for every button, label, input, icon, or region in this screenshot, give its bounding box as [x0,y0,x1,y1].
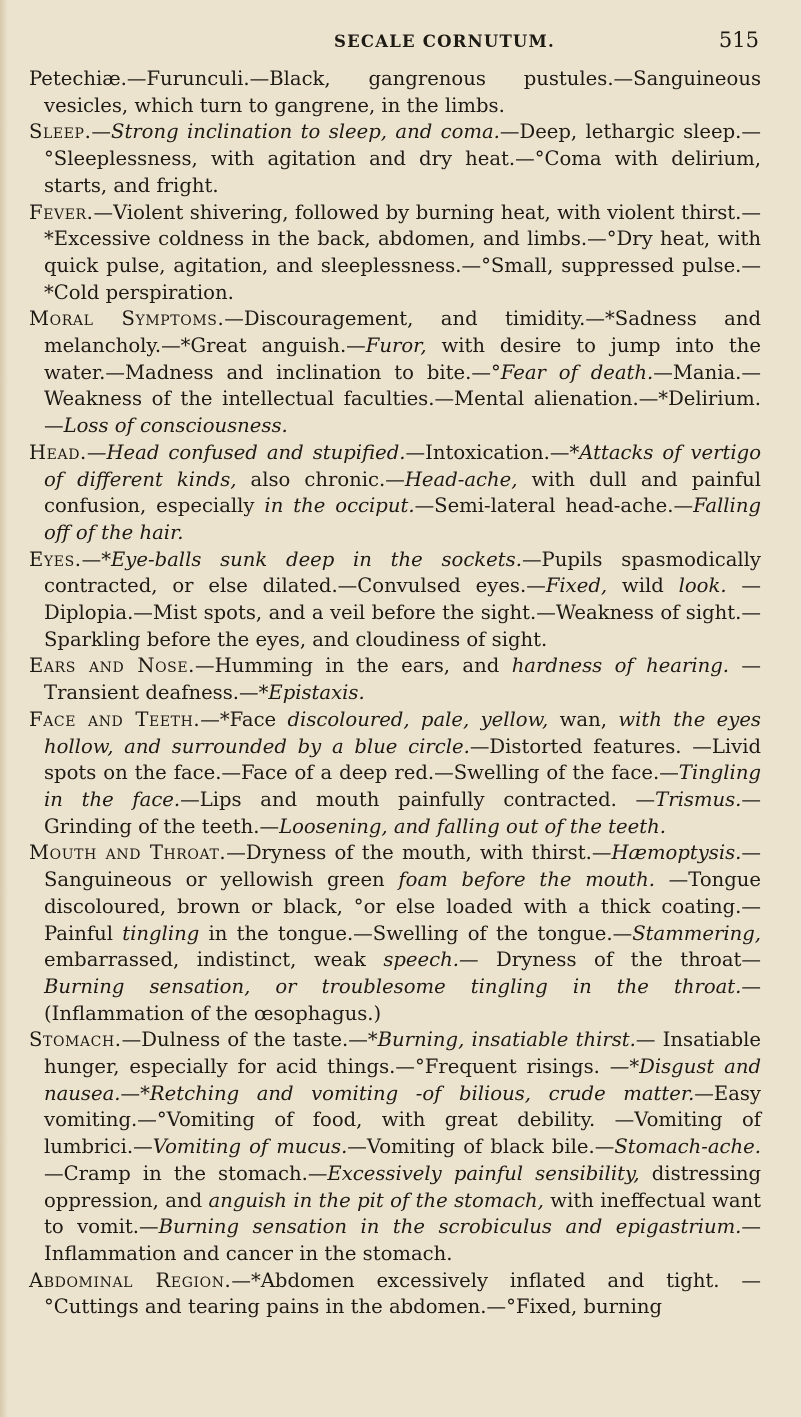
symptom-entry [29,1268,761,1321]
italic-text: speech. [383,948,459,972]
body-text: — [86,440,107,464]
body-text: —Dulness of the taste.—* [121,1028,378,1052]
symptom-entry [29,1027,761,1267]
italic-text: Attacks of vertigo of different kinds, [44,440,761,491]
symptom-entry [29,440,761,547]
italic-text: anguish in the pit of the stomach, [208,1188,544,1212]
section-heading: Stomach. [29,1028,122,1052]
body-text: —*Face [200,707,288,731]
body-text: —Vomiting of black bile.— [347,1135,615,1159]
page-number: 515 [718,28,759,52]
symptom-entry [29,653,761,706]
italic-text: tingling [122,921,200,945]
body-text: —Distorted features. —Livid spots on the face.—Face of a deep red.—Swelling of the face.— [44,734,761,785]
body-text: —(Inflammation of the œsophagus.) [44,974,761,1025]
body-text: —Easy vomiting.—°Vomiting of food, with great debility. —Vomiting of lumbrici.— [44,1081,761,1159]
italic-text: foam before the mouth. [398,868,655,892]
body-text: —Grinding of the teeth.— [44,787,761,838]
symptom-entry [29,200,761,307]
italic-text: Retching and vomiting -of bilious, crude matter. [149,1081,695,1105]
body-text: — Insatiable hunger, especially for acid things.—°Frequent risings. —* [44,1028,761,1079]
body-text: —Intoxication.—* [405,440,580,464]
section-heading: Mouth and Throat. [29,841,227,865]
body-text: wild [607,574,679,598]
section-heading: Face and Teeth. [29,707,201,731]
body-text: —Lips and mouth painfully contracted. — [180,787,656,811]
italic-text: Burning, insatiable thirst. [377,1028,636,1052]
body-text: —Pupils spasmodically contracted, or else dilated.—Convulsed eyes.— [44,547,761,598]
body-text: —Semi-lateral head-ache.— [414,494,694,518]
italic-text: Trismus. [655,787,742,811]
body-text: —Violent shivering, followed by burning heat, with violent thirst.—*Excessive coldness in the back, abdomen, and limbs.—°Dry heat, with quick pulse, agitation, and sleeplessness.—°Small, suppressed pulse.—*Cold perspiration. [44,200,761,304]
section-heading: Head. [29,440,87,464]
italic-text: Eye-balls sunk deep in the sockets. [110,547,522,571]
section-heading: Sleep. [29,120,92,144]
italic-text: Burning sensation in the scrobiculus and epigastrium. [158,1215,742,1239]
section-heading: Moral Symptoms. [29,307,225,331]
body-text: —Discouragement, and timidity.—*Sadness and melancholy.—*Great anguish.— [44,307,761,358]
body-text: Petechiæ.—Furunculi.—Black, gangrenous pustules.—Sanguineous vesicles, which turn to gangrene, in the limbs. [29,67,761,117]
page-gutter-shadow [0,0,8,1417]
body-text: —Mania.—Weakness of the intellectual faculties.—Mental alienation.—*Delirium.— [44,360,761,438]
italic-text: Epistaxis. [268,681,365,705]
section-heading: Fever. [29,200,94,224]
symptom-entry [29,306,761,440]
running-title: SECALE CORNUTUM. [334,32,555,51]
body-text: also chronic.— [236,467,405,491]
symptom-entry [29,707,761,841]
body-text: —Tongue discoloured, brown or black, °or else loaded with a thick coating.—Painful [44,868,761,945]
body-text: —Cramp in the stomach.— [44,1161,328,1185]
body-text: —* [120,1081,150,1105]
body-text: in the tongue.—Swelling of the tongue.— [199,921,633,945]
italic-text: in the occiput. [264,494,415,518]
italic-text: Burning sensation, or troublesome tingling in the throat. [44,974,742,998]
symptom-entry [29,840,761,1027]
italic-text: Disgust and nausea. [44,1055,761,1105]
page-header [29,28,761,66]
italic-text: Head confused and stupified. [106,440,406,464]
body-text: with desire to jump into the water.—Madness and inclination to bite.—° [44,334,761,384]
italic-text: Excessively painful sensibility, [327,1161,640,1185]
body-text: —Diplopia.—Mist spots, and a veil before the sight.—Weakness of sight.—Sparkling before the eyes, and cloudiness of sight. [44,574,762,651]
body-text: —Deep, lethargic sleep.—°Sleeplessness, with agitation and dry heat.—°Coma with delirium, starts, and fright. [44,120,761,197]
body-text: — Dryness of the throat— [458,948,761,972]
body-text: —Humming in the ears, and [195,654,512,678]
italic-text: Head-ache, [404,467,518,491]
body-text: —Transient deafness.—* [44,654,762,705]
symptom-entry [29,547,761,654]
italic-text: Fear of death. [500,360,654,384]
italic-text: Furor, [365,334,427,358]
section-heading: Abdominal Region. [29,1268,232,1292]
body-text: —Sanguineous or yellowish green [44,841,762,892]
italic-text: look. [678,574,727,598]
italic-text: Falling off of the hair. [44,494,761,544]
body-text: embarrassed, indistinct, weak [44,948,384,972]
italic-text: with the eyes hollow, and surrounded by a blue circle. [44,707,761,758]
body-text: wan, [548,707,619,731]
body-text: —Inflammation and cancer in the stomach. [44,1215,761,1265]
italic-text: discoloured, pale, yellow, [287,707,549,731]
section-heading: Eyes. [29,547,82,571]
italic-text: Vomiting of mucus. [152,1135,348,1159]
italic-text: Stomach-ache. [614,1135,761,1159]
body-text: with dull and painful confusion, especially [44,467,761,518]
page-body [29,66,761,1321]
italic-text: Strong inclination to sleep, and coma. [111,120,500,144]
body-text: — [91,120,112,144]
italic-text: Stammering, [632,921,761,945]
symptom-entry [29,119,761,199]
body-text: —*Abdomen excessively inflated and tight. —°Cuttings and tearing pains in the abdomen.—°Fixed, burning [44,1268,761,1319]
body-text: distressing oppression, and [44,1161,762,1212]
italic-text: Tingling in the face. [44,761,761,811]
body-text: —* [81,547,111,571]
symptom-entry [29,66,761,119]
section-heading: Ears and Nose. [29,654,196,678]
italic-text: Loss of consciousness. [63,414,288,438]
italic-text: Fixed, [545,574,608,598]
body-text: with ineffectual want to vomit.— [44,1188,761,1239]
body-text: —Dryness of the mouth, with thirst.— [226,841,612,865]
italic-text: Hæmoptysis. [611,841,742,865]
italic-text: hardness of hearing. [511,654,730,678]
italic-text: Loosening, and falling out of the teeth. [279,814,666,838]
